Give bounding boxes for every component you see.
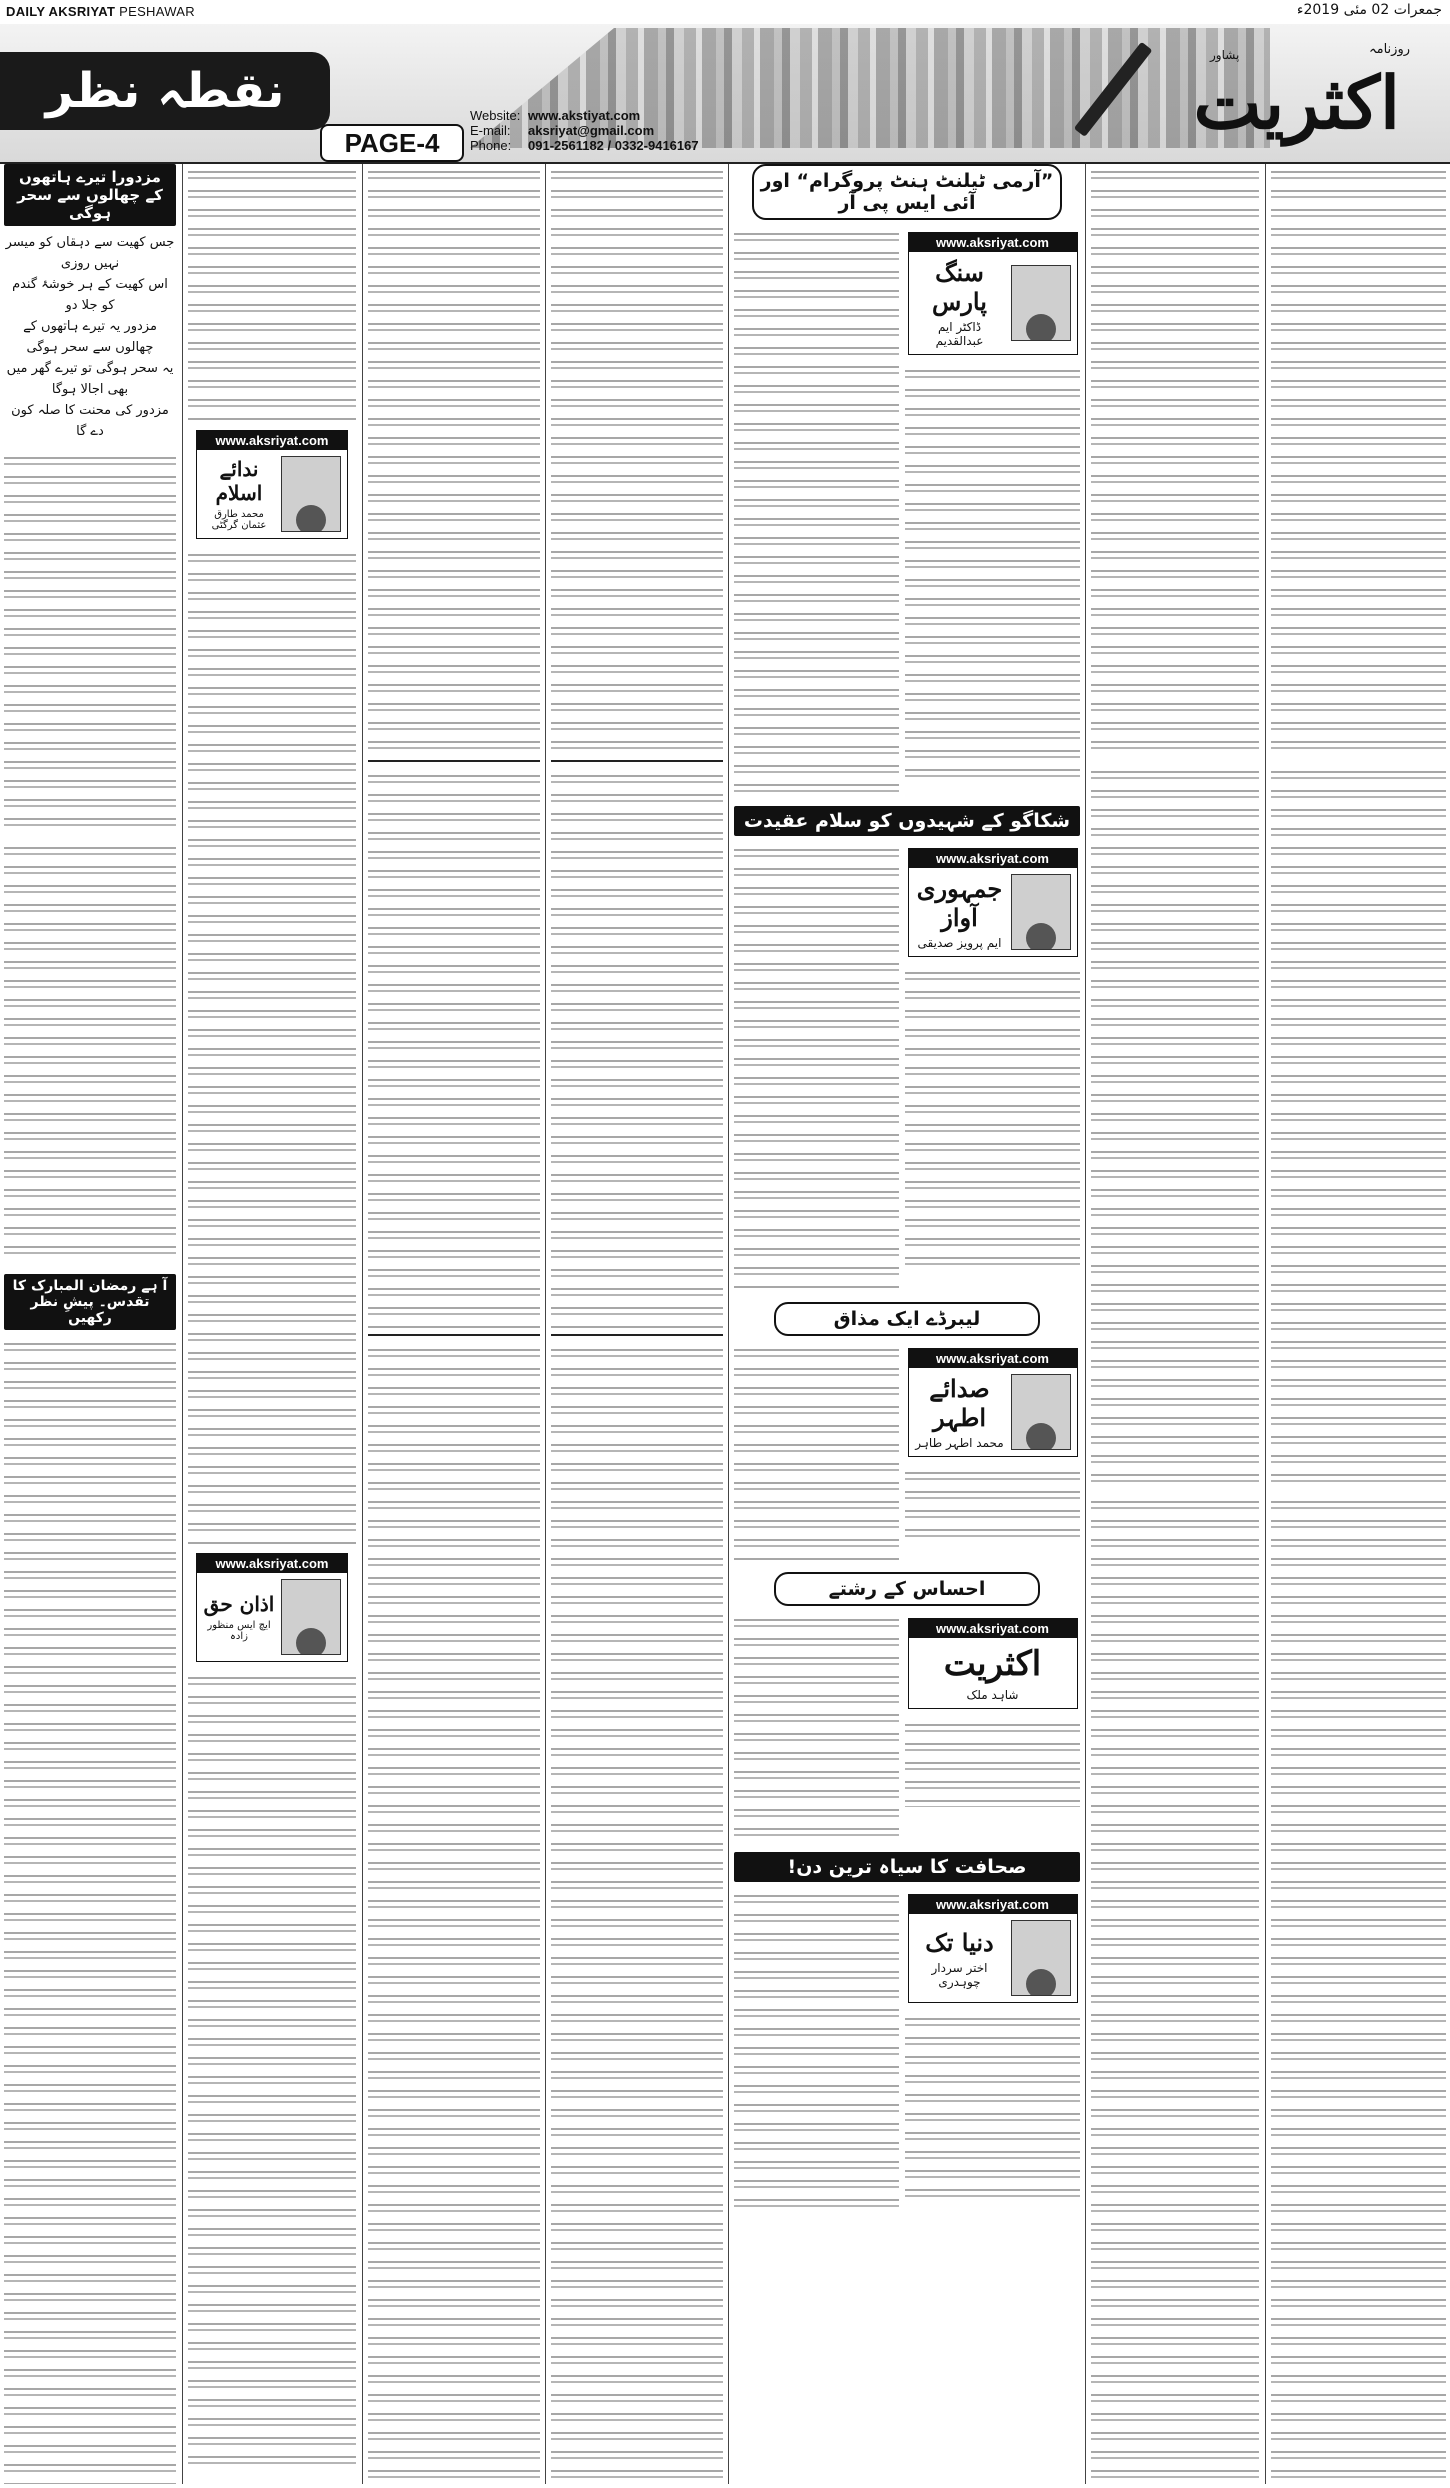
author-site: www.aksriyat.com bbox=[197, 1554, 347, 1573]
masthead-prefix: روزنامہ bbox=[1369, 42, 1410, 57]
column-divider bbox=[728, 164, 729, 2484]
author-site: www.aksriyat.com bbox=[909, 233, 1077, 252]
article-text bbox=[551, 164, 723, 754]
article-text bbox=[368, 768, 540, 1328]
divider bbox=[551, 760, 723, 762]
author-name: اختر سردار چوہدری bbox=[931, 1960, 988, 1989]
article bbox=[734, 1612, 1080, 1842]
article-text bbox=[734, 1612, 899, 1842]
contact-email: E-mail: aksriyat@gmail.com bbox=[470, 123, 655, 138]
article-text bbox=[551, 768, 723, 1328]
poem-line: مزدور کی محنت کا صلہ کون دے گا bbox=[11, 403, 169, 439]
column-divider bbox=[1265, 164, 1266, 2484]
article-text bbox=[734, 1342, 899, 1562]
author-box bbox=[908, 848, 1078, 957]
divider bbox=[551, 1334, 723, 1336]
author-site: www.aksriyat.com bbox=[909, 849, 1077, 868]
article-text bbox=[368, 1342, 540, 2484]
column-6 bbox=[1091, 164, 1259, 2484]
article-text bbox=[188, 164, 356, 424]
author-photo bbox=[1011, 265, 1071, 341]
column-divider bbox=[545, 164, 546, 2484]
headline: لیبرڈے ایک مذاق bbox=[774, 1302, 1040, 1336]
issue-date: جمعرات 02 مئی 2019ء bbox=[1296, 2, 1442, 18]
author-photo bbox=[281, 456, 341, 532]
headline: احساس کے رشتے bbox=[774, 1572, 1040, 1606]
article-text bbox=[1271, 164, 1446, 754]
article-text bbox=[905, 1465, 1080, 1545]
top-brand bbox=[6, 4, 195, 19]
divider bbox=[368, 760, 540, 762]
headline: آ ہے رمضان المبارک کا تقدس۔ پیشِ نظر رکھیں bbox=[4, 1274, 176, 1330]
author-name: ڈاکٹر ایم عبدالقدیم bbox=[935, 320, 984, 348]
author-box bbox=[196, 1553, 348, 1662]
author-site: www.aksriyat.com bbox=[909, 1349, 1077, 1368]
headline: ”آرمی ٹیلنٹ ہنٹ پروگرام“ اور آئی ایس پی آر bbox=[752, 164, 1062, 220]
author-name: محمد اطہر طاہر bbox=[915, 1436, 1004, 1450]
brand-city: PESHAWAR bbox=[119, 4, 195, 19]
contact-phone: Phone: 091-2561182 / 0332-9416167 bbox=[470, 138, 699, 153]
headline: صحافت کا سیاہ ترین دن! bbox=[734, 1852, 1080, 1882]
column-divider bbox=[1085, 164, 1086, 2484]
article-text bbox=[905, 363, 1080, 783]
author-name: ایچ ایس منظور زادہ bbox=[207, 1620, 271, 1642]
contact-block bbox=[470, 108, 699, 153]
author-name: ایم پرویز صدیقی bbox=[917, 936, 1002, 950]
column-name: سنگ پارس bbox=[932, 258, 987, 316]
column-3 bbox=[368, 164, 540, 2484]
author-photo bbox=[1011, 874, 1071, 950]
brand-name: DAILY AKSRIYAT bbox=[6, 4, 116, 19]
divider bbox=[368, 1334, 540, 1336]
author-box bbox=[908, 232, 1078, 355]
column-7 bbox=[1271, 164, 1446, 2484]
page-label: PAGE-4 bbox=[320, 124, 464, 162]
author-photo bbox=[1011, 1374, 1071, 1450]
article-text bbox=[1271, 764, 1446, 1484]
article-text bbox=[1271, 1494, 1446, 2484]
article-text bbox=[905, 2011, 1080, 2201]
article bbox=[734, 1888, 1080, 2218]
article-text bbox=[4, 450, 176, 830]
column-name: صدائے اطہر bbox=[929, 1374, 990, 1432]
author-box bbox=[908, 1894, 1078, 2003]
poem-line: یہ سحر ہوگی تو تیرے گھر میں بھی اجالا ہوگا bbox=[6, 361, 174, 397]
column-name: دنیا تک bbox=[925, 1927, 994, 1957]
article-text bbox=[734, 842, 899, 1292]
article-text bbox=[905, 1717, 1080, 1807]
column-name: اکثریت bbox=[943, 1644, 1042, 1684]
contact-website: Website: www.akstiyat.com bbox=[470, 108, 641, 123]
column-name: ندائے اسلام bbox=[215, 457, 263, 505]
author-photo bbox=[281, 1579, 341, 1655]
column-2 bbox=[188, 164, 356, 2484]
author-box bbox=[908, 1348, 1078, 1457]
masthead-city: پشاور bbox=[1210, 48, 1240, 62]
article bbox=[734, 226, 1080, 796]
author-site: www.aksriyat.com bbox=[909, 1895, 1077, 1914]
article bbox=[734, 842, 1080, 1292]
author-site: www.aksriyat.com bbox=[909, 1619, 1077, 1638]
poem-line: مزدور یہ تیرے ہاتھوں کے چھالوں سے سحر ہوگی bbox=[23, 319, 157, 355]
column-divider bbox=[362, 164, 363, 2484]
poem-line: جس کھیت سے دہقاں کو میسر نہیں روزی bbox=[5, 235, 175, 271]
author-box bbox=[908, 1618, 1078, 1709]
column-4 bbox=[551, 164, 723, 2484]
article-text bbox=[1091, 764, 1259, 1484]
article-text bbox=[1091, 1494, 1259, 2484]
author-site: www.aksriyat.com bbox=[197, 431, 347, 450]
column-1 bbox=[4, 164, 176, 2484]
column-name: جمہوری آواز bbox=[916, 874, 1003, 932]
poem-line: اس کھیت کے ہر خوشۂ گندم کو جلا دو bbox=[12, 277, 168, 313]
article-text bbox=[551, 1342, 723, 2484]
author-box bbox=[196, 430, 348, 539]
article-text bbox=[734, 1888, 899, 2218]
article-text bbox=[188, 1670, 356, 2470]
author-name: محمد طارق عثمان گرگٹی bbox=[211, 509, 267, 531]
article bbox=[734, 1342, 1080, 1562]
article-text bbox=[188, 547, 356, 1547]
section-title: نقطہ نظر bbox=[0, 52, 330, 130]
column-name: اذان حق bbox=[203, 1592, 275, 1616]
headline: مزدورا تیرے ہاتھوں کے چھالوں سے سحر ہوگی bbox=[4, 164, 176, 226]
article-text bbox=[368, 164, 540, 754]
article-text bbox=[4, 840, 176, 1260]
article-text bbox=[4, 1336, 176, 2484]
article-text bbox=[1091, 164, 1259, 754]
author-photo bbox=[1011, 1920, 1071, 1996]
masthead-title: اکثریت bbox=[1193, 60, 1400, 145]
masthead-logo bbox=[1140, 40, 1410, 150]
headline: شکاگو کے شہیدوں کو سلام عقیدت bbox=[734, 806, 1080, 836]
article-text bbox=[734, 226, 899, 796]
article-text bbox=[905, 965, 1080, 1265]
author-name: شاہد ملک bbox=[966, 1688, 1019, 1702]
poem bbox=[4, 232, 176, 442]
column-5 bbox=[734, 164, 1080, 2484]
column-divider bbox=[182, 164, 183, 2484]
